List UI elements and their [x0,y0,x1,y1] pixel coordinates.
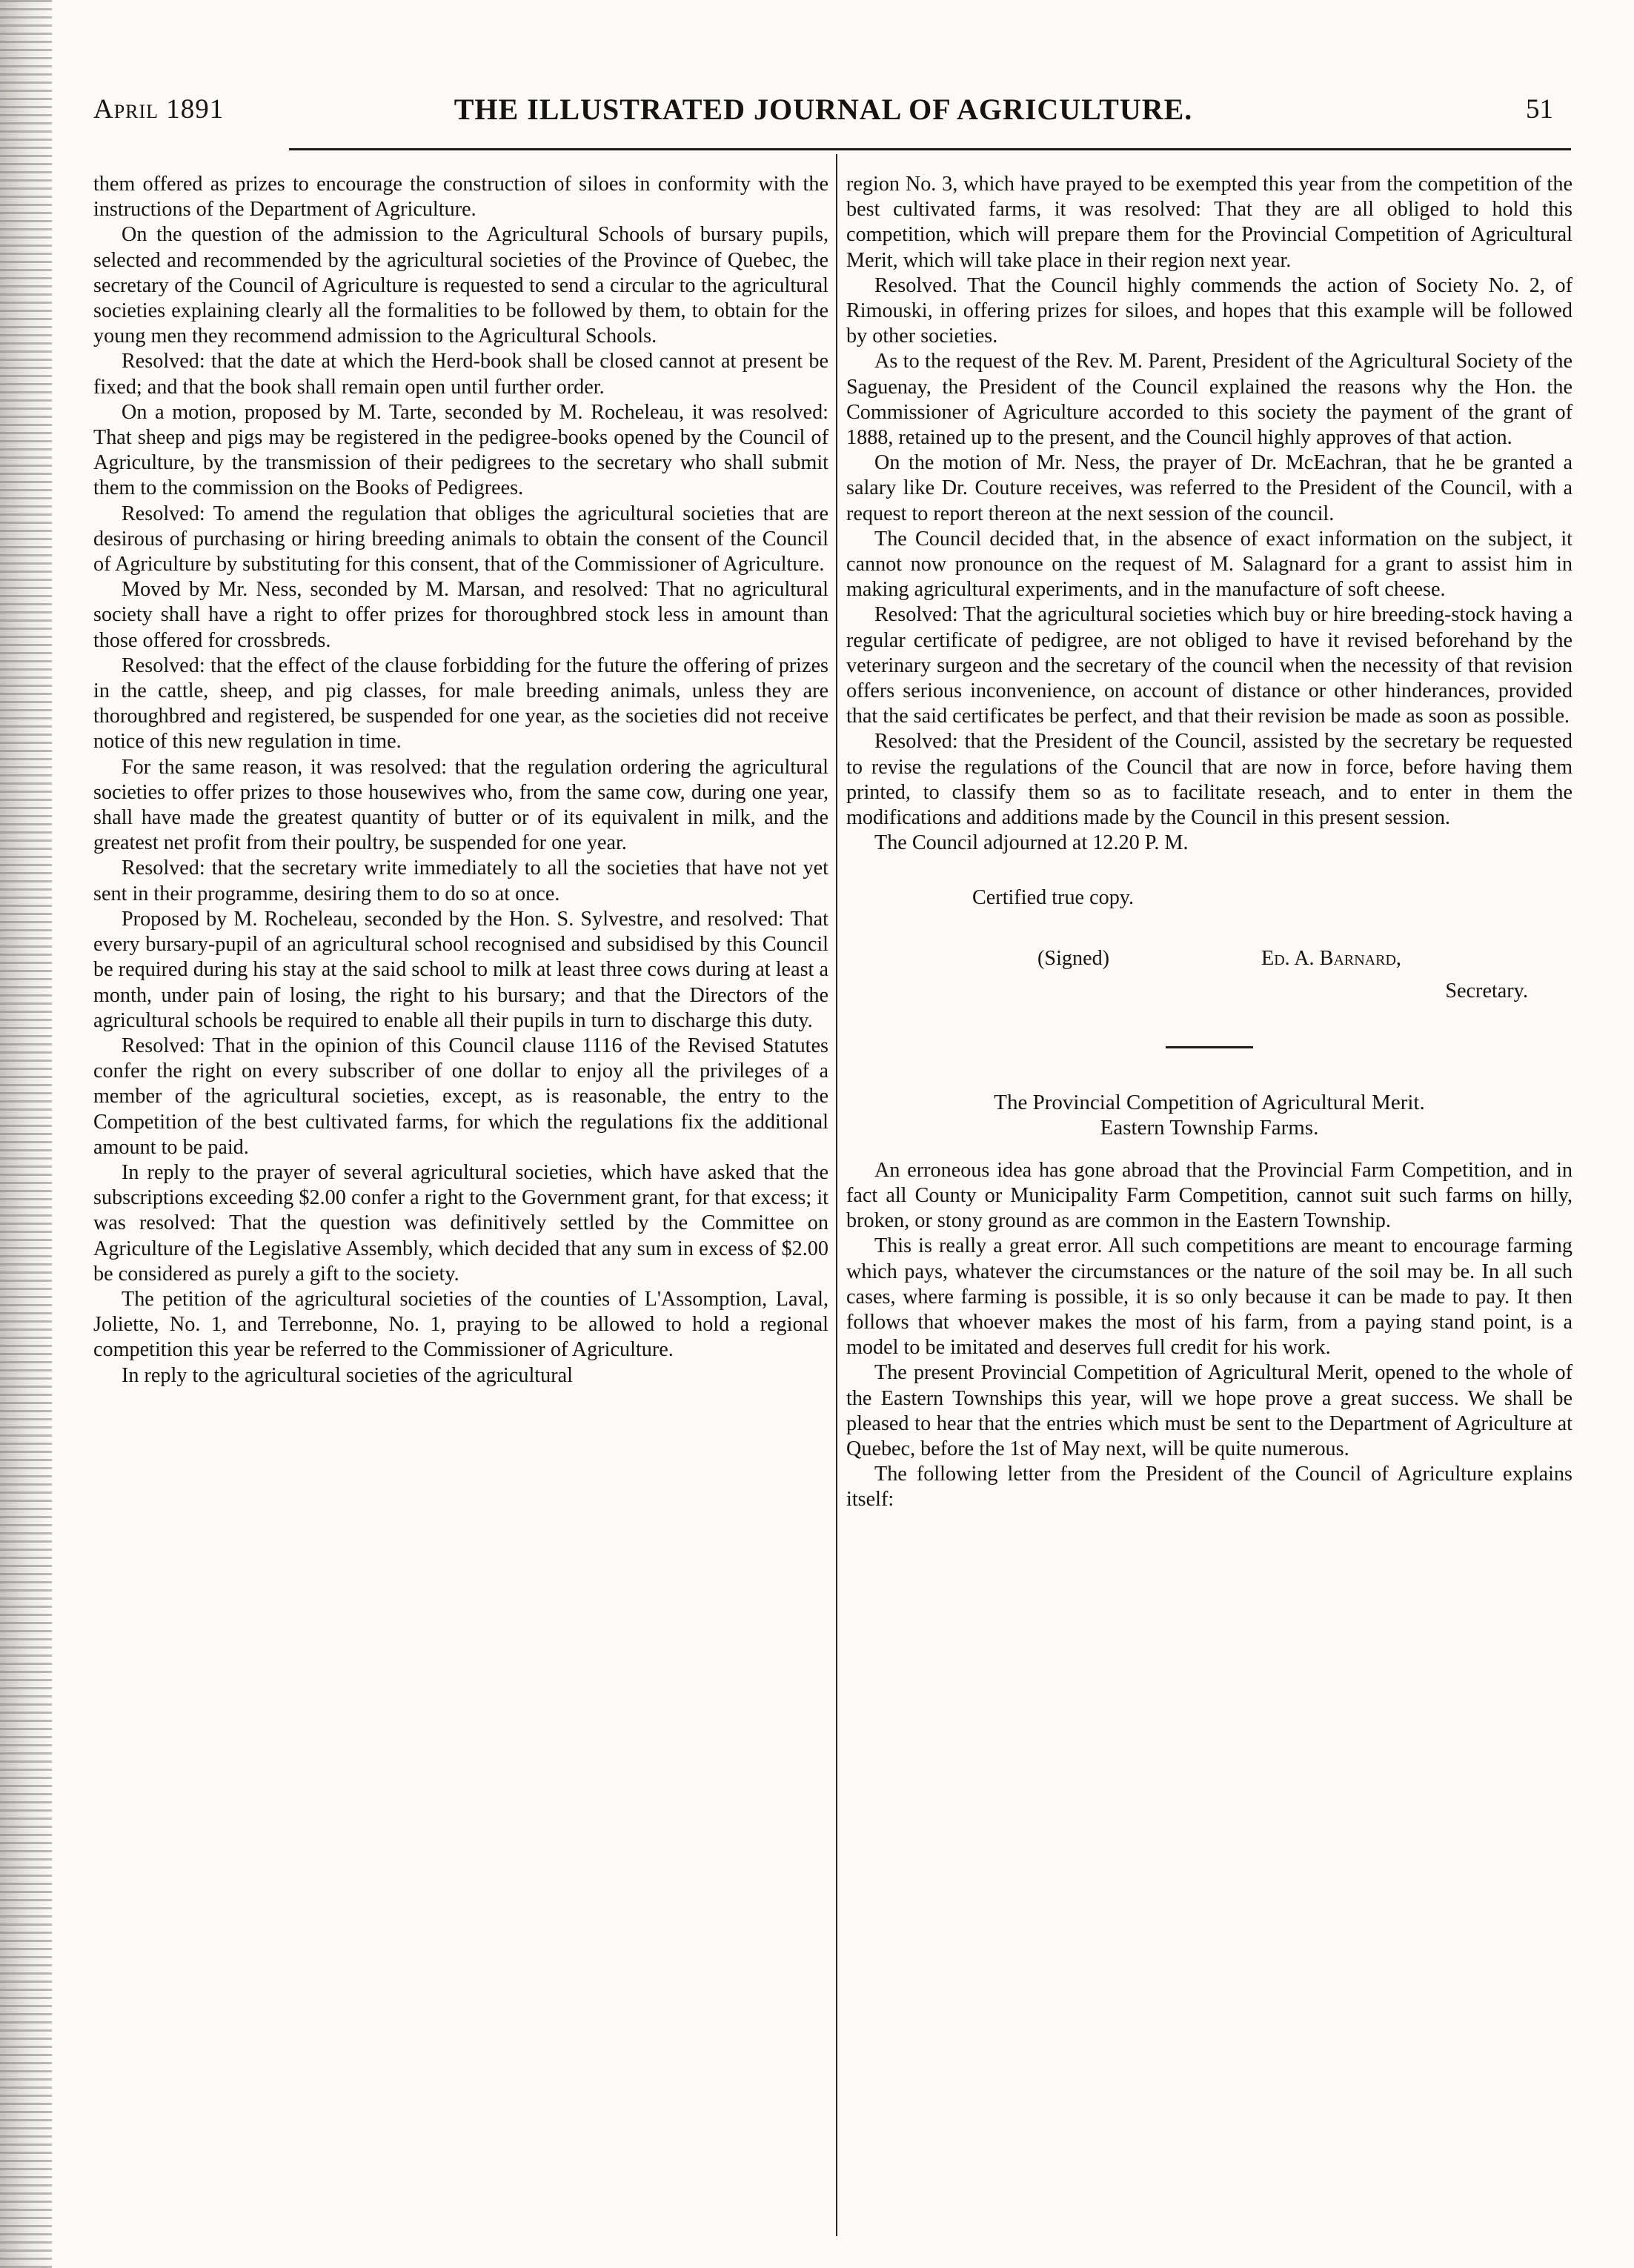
paragraph: The present Provincial Competition of Agricultural Merit, opened to the whole of the Eastern Townships this year, will we hope prove a great success. We shall be pleased to hear that the entries which must be sent to the Department of Agriculture at Quebec, before the 1st of May next, will be quite numerous. [846,1361,1572,1460]
paragraph: Resolved: To amend the regulation that obliges the agricultural societies that are desirous of purchasing or hiring breeding animals to obtain the consent of the Council of Agriculture by substituting for this consent, that of the Commissioner of Agriculture. [93,502,828,576]
article-title-line: The Provincial Competition of Agricultural Merit. [994,1090,1425,1114]
certified-copy: Certified true copy. [972,886,1135,910]
right-column [846,172,1572,2247]
section-divider [1166,1046,1253,1048]
paragraph: The following letter from the President of the Council of Agriculture explains itself: [846,1463,1572,1512]
paragraph: In reply to the agricultural societies of the agricultural [122,1363,573,1387]
paragraph: Resolved: that the date at which the Herd-book shall be closed cannot at present be fixed; and that the book shall remain open until further order. [93,350,828,399]
signatory-title: Secretary. [1445,979,1528,1002]
paragraph: Resolved: that the secretary write immediately to all the societies that have not yet sent in their programme, desiring them to do so at once. [93,857,828,905]
paragraph: Resolved: That the agricultural societies which buy or hire breeding-stock having a regular certificate of pedigree, are not obliged to have it revised beforehand by the veterinary surgeon and the secretary of the council when the necessity of that revision offers serious inconvenience, on account of distance or other hinderances, provided that the said certificates be perfect, and that their revision be made as soon as possible. [846,603,1572,728]
paragraph: Moved by Mr. Ness, seconded by M. Marsan, and resolved: That no agricultural society shall have a right to offer prizes for thoroughbred stock less in amount than those offered for crossbreds. [93,578,828,652]
paragraph: On the motion of Mr. Ness, the prayer of Dr. McEachran, that he be granted a salary like Dr. Couture receives, was referred to the President of the Council, with a request to report thereon at the next session of the council. [846,451,1572,525]
signatory-name: Ed. A. Barnard, [1261,946,1401,970]
page-number: 51 [1526,94,1553,124]
signed-label: (Signed) [1037,946,1110,970]
scan-edge-shadow [0,0,52,2268]
signature-block [846,885,1572,1002]
paragraph: Resolved: That in the opinion of this Council clause 1116 of the Revised Statutes confer the right on every subscriber of one dollar to enjoy all the privileges of a member of the agricultural societies, except, as is reasonable, the entry to the Competition of the best cultivated farms, for which the regulations fix the additional amount to be paid. [93,1034,828,1159]
article-subtitle-line: Eastern Township Farms. [1100,1115,1319,1140]
left-column [93,172,828,2247]
column-divider [836,154,837,2236]
header-rule [289,148,1571,150]
page-header [93,87,1553,139]
paragraph: As to the request of the Rev. M. Parent, President of the Agricultural Society of the Saguenay, the President of the Council explained the reasons why the Hon. the Commissioner of Agriculture accorded to this society the payment of the grant of 1888, retained up to the present, and the Council highly approves of that action. [846,350,1572,450]
paragraph: An erroneous idea has gone abroad that the Provincial Farm Competition, and in fact all County or Municipality Farm Competition, cannot suit such farms on hilly, broken, or stony ground as are common in the Eastern Township. [846,1158,1572,1233]
paragraph: On the question of the admission to the Agricultural Schools of bursary pupils, selected and recommended by the agricultural societies of the Province of Quebec, the secretary of the Council of Agriculture is requested to send a circular to the agricultural societies explaining clearly all the formalities to be followed by them, to obtain for the young men they recommend admission to the Agricultural Schools. [93,223,828,348]
paragraph: The Council decided that, in the absence of exact information on the subject, it cannot now pronounce on the request of M. Salagnard for a grant to assist him in making agricultural experiments, and in the manufacture of soft cheese. [846,527,1572,602]
paragraph: region No. 3, which have prayed to be exempted this year from the competition of the best cultivated farms, it was resolved: That they are all obliged to hold this competition, which will prepare them for the Provincial Competition of Agricultural Merit, which will take place in their region next year. [846,173,1572,272]
paragraph: them offered as prizes to encourage the construction of siloes in conformity with the instructions of the Department of Agriculture. [93,173,828,222]
paragraph: Resolved: that the President of the Council, assisted by the secretary be requested to revise the regulations of the Council that are now in force, before having them printed, to classify them so as to facilitate reseach, and to enter in them the modifications and additions made by the Council in this present session. [846,730,1572,830]
paragraph: The petition of the agricultural societies of the counties of L'Assomption, Laval, Joliette, No. 1, and Terrebonne, No. 1, praying to be allowed to hold a regional competition this year be referred to the Commissioner of Agriculture. [93,1287,828,1362]
paragraph: Proposed by M. Rocheleau, seconded by the Hon. S. Sylvestre, and resolved: That every bursary-pupil of an agricultural school recognised and subsidised by this Council be required during his stay at the said school to milk at least three cows during at least a month, under pain of losing, the right to his bursary; and that the Directors of the agricultural schools be required to enable all their pupils in turn to discharge this duty. [93,907,828,1032]
paragraph: The Council adjourned at 12.20 P. M. [874,831,1189,855]
paragraph: On a motion, proposed by M. Tarte, seconded by M. Rocheleau, it was resolved: That sheep and pigs may be registered in the pedigree-books opened by the Council of Agriculture, by the transmission of their pedigrees to the secretary who shall submit them to the commission on the Books of Pedigrees. [93,400,828,500]
signed-row [846,947,1572,977]
paragraph: Resolved: that the effect of the clause forbidding for the future the offering of prizes in the cattle, sheep, and pig classes, for male breeding animals, unless they are thoroughbred and registered, be suspended for one year, as the societies did not receive notice of this new regulation in time. [93,654,828,754]
journal-title: THE ILLUSTRATED JOURNAL OF AGRICULTURE. [454,93,1193,126]
paragraph: This is really a great error. All such competitions are meant to encourage farming which pays, whatever the circumstances or the nature of the soil may be. In all such cases, where farming is possible, it is so only because it can be made to pay. It then follows that whoever makes the most of his farm, from a paying stand point, is a model to be imitated and deserves full credit for his work. [846,1234,1572,1360]
paragraph: In reply to the prayer of several agricultural societies, which have asked that the subscriptions exceeding $2.00 confer a right to the Government grant, for that excess; it was resolved: That the question was definitively settled by the Committee on Agriculture of the Legislative Assembly, which decided that any sum in excess of $2.00 be considered as purely a gift to the society. [93,1160,828,1286]
issue-date: April 1891 [93,94,225,124]
article-title [846,1090,1572,1140]
paragraph: Resolved. That the Council highly commends the action of Society No. 2, of Rimouski, in offering prizes for siloes, and hopes that this example will be followed by other societies. [846,273,1572,348]
paragraph: For the same reason, it was resolved: that the regulation ordering the agricultural societies to offer prizes to those housewives who, from the same cow, during one year, shall have made the greatest quantity of butter or of its equivalent in milk, and the greatest net profit from their poultry, be suspended for one year. [93,755,828,855]
